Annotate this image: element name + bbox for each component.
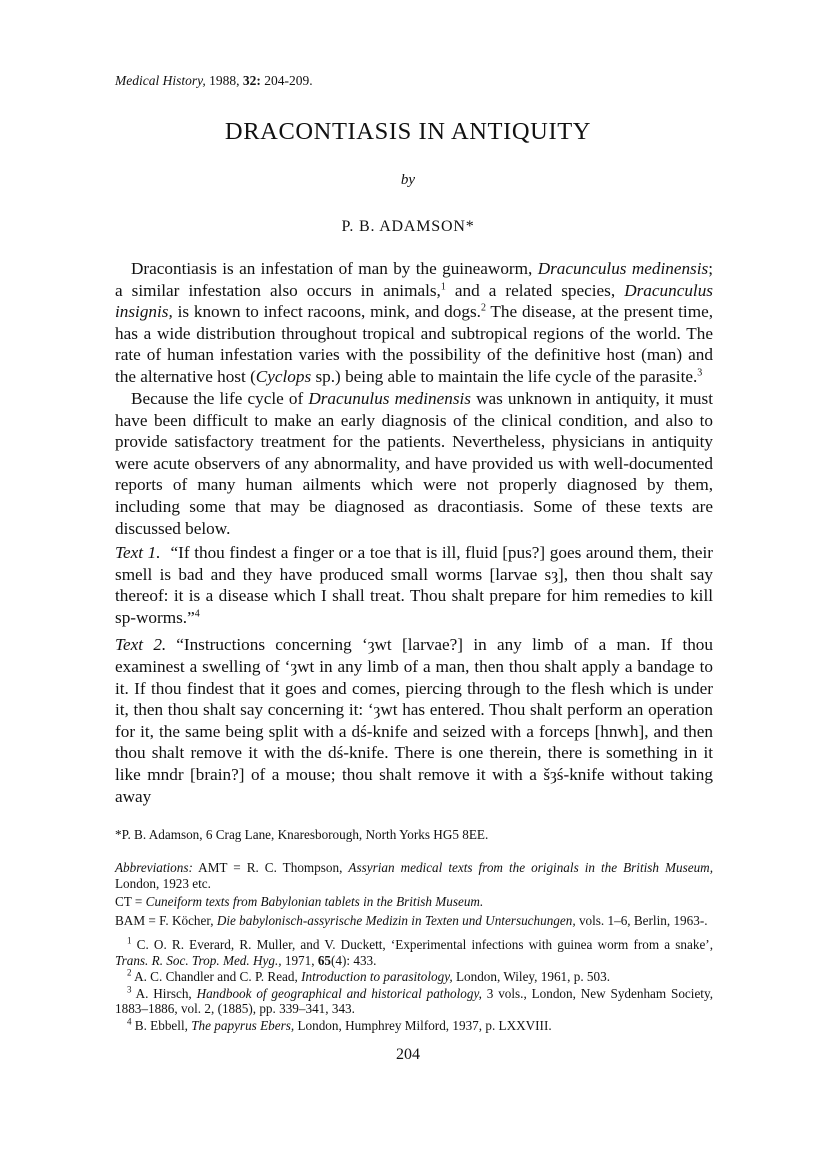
text-label: Text 1. xyxy=(115,543,161,562)
text-span: sp.) being able to maintain the life cycle of the parasite. xyxy=(311,366,698,386)
text-span: B. Ebbell, xyxy=(131,1017,192,1033)
text-span: ; a similar infestation also occurs in animals, xyxy=(115,259,713,300)
footnote-3 xyxy=(115,986,713,1017)
species-name: Dracunulus medinensis xyxy=(308,389,471,408)
abbreviations-block xyxy=(115,860,713,931)
footnote-number: 3 xyxy=(127,984,132,995)
text-span: London, Wiley, 1961, p. 503. xyxy=(452,969,610,985)
footnote-1 xyxy=(115,937,713,968)
species-name: Dracunculus medinensis xyxy=(537,259,709,278)
footnote-4 xyxy=(115,1018,713,1034)
text-span: was unknown in antiquity, it must have been difficult to make an early diagnosis of the clinical condition, and also to provide satisfactory treatment for the patients. Nevertheless, physicians in antiquity were acute observers of any abnormality, and have provided us with well-documented reports of many human ailments which were not properly diagnosed by them, including some that may be diagnosed as dracontiasis. Some of these texts are discussed below. xyxy=(115,389,713,538)
article-title: DRACONTIASIS IN ANTIQUITY xyxy=(224,118,592,145)
source-title: The papyrus Ebers, xyxy=(191,1017,295,1033)
text-span: BAM = F. Köcher, xyxy=(115,912,217,928)
text-2-quote xyxy=(115,634,713,807)
text-span: London, 1923 etc. xyxy=(115,875,211,891)
text-span: CT = xyxy=(115,894,146,910)
footnote-ref[interactable]: 1 xyxy=(440,280,446,292)
text-span: C. O. R. Everard, R. Muller, and V. Duckett, ‘Experimental infections with guinea worm from a snake’, xyxy=(131,937,713,952)
text-span: A. C. Chandler and C. P. Read, xyxy=(131,969,302,985)
text-span: and a related species, xyxy=(445,280,625,300)
byline: by xyxy=(400,172,416,188)
footnote-2 xyxy=(115,969,713,985)
footnotes xyxy=(115,937,713,1035)
book-title: Cuneiform texts from Babylonian tablets in the British Museum. xyxy=(145,894,484,910)
source-title: Handbook of geographical and historical pathology, xyxy=(196,985,482,1001)
quote-body: “Instructions concerning ‘ȝwt [larvae?] in any limb of a man. If thou examinest a swelling of ‘ȝwt in any limb of a man, then thou shalt apply a bandage to it. If thou findest that it goes and comes, piercing through to the flesh which is under it, then thou shalt say concerning it: ‘ȝwt has entered. Thou shalt perform an operation for it, the same being split with a dś-knife and seized with a forceps [hnwh], and then thou shalt remove it with the dś-knife. There is one therein, there is something in it like mndr [brain?] of a mouse; thou shalt remove it with a šȝś-knife without taking away xyxy=(115,635,713,806)
text-span: (4): 433. xyxy=(331,952,377,968)
citation-volume: 32: xyxy=(242,73,261,88)
journal-citation xyxy=(115,73,313,89)
source-title: Introduction to parasitology, xyxy=(301,969,453,985)
author-name: P. B. ADAMSON* xyxy=(341,218,475,235)
footnote-number: 2 xyxy=(127,967,132,978)
author-address: *P. B. Adamson, 6 Crag Lane, Knaresborough, North Yorks HG5 8EE. xyxy=(115,827,489,842)
abbreviations-label: Abbreviations: xyxy=(115,860,193,875)
text-span: Dracontiasis is an infestation of man by the guineaworm, xyxy=(131,259,538,278)
text-span: Because the life cycle of xyxy=(131,389,309,408)
footnote-ref[interactable]: 4 xyxy=(194,608,200,620)
citation-pages: 204-209. xyxy=(260,73,313,88)
quote-body: “If thou findest a finger or a toe that is ill, fluid [pus?] goes around them, their smell is bad and they have produced small worms [larvae sȝ], then thou shalt say thereof: it is a disease which I shall treat. Thou shalt prepare for him remedies to kill sp-worms.” xyxy=(115,543,713,627)
volume-number: 65 xyxy=(317,952,332,968)
text-span: A. Hirsch, xyxy=(131,985,197,1001)
footnote-number: 1 xyxy=(127,935,132,946)
citation-year: 1988, xyxy=(205,73,243,88)
lifecycle-paragraph xyxy=(115,388,713,539)
species-name: Dracunculus insignis, xyxy=(115,280,713,322)
book-title: Die babylonisch-assyrische Medizin in Texten und Untersuchungen, xyxy=(216,912,576,928)
text-1-quote xyxy=(115,542,713,628)
text-span: AMT = R. C. Thompson, xyxy=(192,860,349,875)
footnote-ref[interactable]: 2 xyxy=(480,302,486,314)
text-span: The disease, at the present time, has a wide distribution throughout tropical and subtropical regions of the world. The rate of human infestation varies with the possibility of the definitive host (man) and the alternative host ( xyxy=(115,302,713,386)
text-span: 3 vols., London, New Sydenham Society, 1883–1886, vol. 2, (1885), pp. 339–341, 343. xyxy=(115,985,713,1017)
text-span: London, Humphrey Milford, 1937, p. LXXVIII. xyxy=(294,1017,552,1033)
text-span: vols. 1–6, Berlin, 1963-. xyxy=(575,912,708,928)
species-name: Cyclops xyxy=(255,366,312,386)
footnote-ref[interactable]: 3 xyxy=(697,367,703,379)
text-span: 1971, xyxy=(281,952,318,968)
source-title: Trans. R. Soc. Trop. Med. Hyg., xyxy=(115,952,282,968)
journal-name: Medical History, xyxy=(115,73,206,88)
text-span: is known to infect racoons, mink, and dogs. xyxy=(172,302,481,322)
text-label: Text 2. xyxy=(115,635,167,655)
intro-paragraph xyxy=(115,258,713,388)
page-number: 204 xyxy=(396,1046,420,1063)
footnote-number: 4 xyxy=(127,1016,132,1027)
quoted-texts xyxy=(115,542,713,813)
book-title: Assyrian medical texts from the originals in the British Museum, xyxy=(348,860,713,875)
